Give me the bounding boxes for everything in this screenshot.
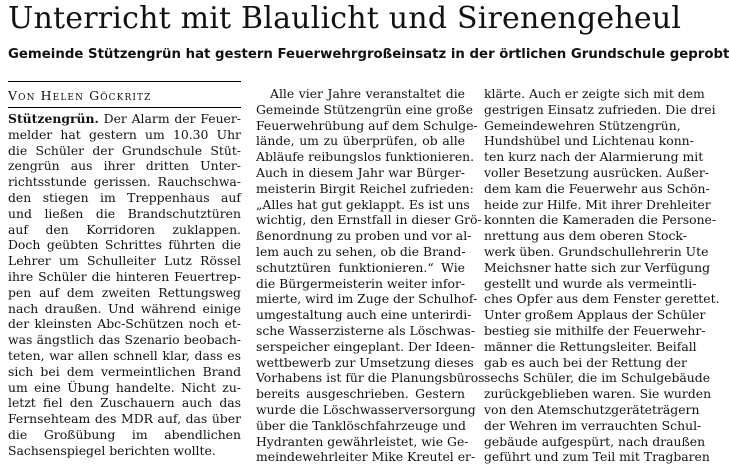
line-text: Lehrer um Schulleiter Lutz Rössel: [8, 253, 241, 269]
text-line: [8, 190, 241, 206]
text-line: [256, 244, 465, 260]
text-line: [484, 133, 694, 149]
line-text: Hundshübel und Lichtenau konn-: [484, 133, 694, 149]
text-line: [8, 143, 241, 159]
text-line: [484, 212, 717, 228]
text-line: [256, 307, 472, 323]
text-line: [256, 212, 482, 228]
line-text: dem kam die Feuerwehr aus Schön-: [484, 180, 710, 196]
line-text: letzt fiel den Zuschauern auch das: [8, 395, 241, 411]
divider: [8, 81, 241, 82]
text-line: [484, 354, 687, 371]
line-text: um eine Übung handelte. Nicht zu-: [8, 379, 241, 395]
text-line: [8, 395, 241, 411]
line-text: richtsstunde gerissen. Rauchschwa-: [8, 174, 241, 190]
line-text: Fernsehteam des MDR auf, das über: [8, 411, 241, 427]
text-line: [256, 433, 469, 450]
text-line: [484, 259, 711, 276]
text-line: [8, 316, 241, 332]
text-line: [8, 111, 241, 127]
text-line: [8, 301, 241, 317]
line-text: Auch in diesem Jahr war Bürger-: [256, 164, 465, 180]
line-text: der Wehren im verrauchten Schul-: [484, 417, 702, 433]
line-text: sich bei dem vermeintlichen Brand: [8, 363, 241, 379]
line-text: Vorhabens ist für die Planungsbüros: [256, 370, 485, 386]
text-line: [8, 206, 241, 222]
line-text: die Schüler der Grundschule Stüt-: [8, 142, 241, 158]
line-text: sche Wasserzisterne als Löschwas-: [256, 322, 476, 338]
line-text: männer die Rettungsleiter. Beifall: [484, 338, 697, 354]
text-line: [8, 332, 241, 348]
text-line: [8, 380, 241, 396]
text-line: [484, 196, 711, 213]
article-column-3: [484, 86, 720, 465]
line-text: lände, um zu überprüfen, ob alle: [256, 133, 465, 149]
text-line: [8, 427, 241, 443]
text-line: [8, 127, 241, 143]
line-text: ches Opfer aus dem Fenster gerettet.: [484, 291, 720, 307]
text-line: [8, 237, 241, 253]
text-line: [256, 386, 465, 402]
text-line: [484, 228, 687, 244]
text-line: [8, 269, 241, 285]
text-line: [484, 386, 712, 402]
text-line: [484, 101, 716, 118]
text-line: [256, 133, 465, 149]
text-line: [8, 443, 241, 459]
line-text: Meichsner hatte sich zur Verfügung: [484, 259, 711, 275]
line-text: gestellt und wurde als vermeintli-: [484, 275, 697, 291]
line-text: gab es auch bei der Rettung der: [484, 354, 687, 370]
line-text: wurde die Löschwasserversorgung: [256, 401, 476, 417]
line-text: Unter großem Applaus der Schüler: [484, 307, 706, 323]
text-line: [8, 253, 241, 269]
subheadline: Gemeinde Stützengrün hat gestern Feuerwehrgroßeinsatz in der örtlichen Grundschule geprobt: [8, 47, 729, 62]
text-line: [484, 180, 710, 197]
line-text: serspeicher eingeplant. Der Ideen-: [256, 338, 475, 354]
headline: Unterricht mit Blaulicht und Sirenengeheul: [8, 1, 682, 36]
text-line: [484, 322, 706, 339]
line-text: über die Tanklöschfahrzeuge und: [256, 417, 466, 433]
text-line: [8, 158, 241, 174]
text-line: [484, 449, 710, 465]
line-text: heide zur Hilfe. Mit ihrer Drehleiter: [484, 196, 711, 212]
line-text: Feuerwehrübung auf dem Schulge-: [256, 117, 478, 133]
text-line: [484, 86, 705, 102]
text-line: [256, 418, 465, 434]
text-line: [484, 164, 709, 181]
text-line: [484, 433, 706, 450]
line-text: teten, war allen schnell klar, dass es: [8, 347, 241, 363]
text-line: [484, 291, 720, 307]
line-text: zengrün aus ihrer dritten Unter-: [8, 158, 241, 174]
line-text: zurückgeblieben waren. Sie wurden: [484, 386, 712, 402]
text-line: [484, 118, 680, 134]
line-text: bestieg sie mithilfe der Feuerwehr-: [484, 322, 706, 338]
line-text: geführt und zum Teil mit Tragbaren: [484, 449, 710, 465]
article-column-2: [256, 86, 485, 465]
line-text: was ängstlich das Szenario beobach-: [8, 332, 241, 348]
line-text: nrettung aus dem oberen Stock-: [484, 228, 687, 244]
line-text: ten kurz nach der Alarmierung mit: [484, 149, 704, 165]
text-line: [256, 228, 472, 244]
text-line: [8, 285, 241, 301]
article-column-1: [8, 111, 241, 459]
text-line: [484, 243, 709, 260]
line-text: von den Atemschutzgeräteträgern: [484, 401, 700, 417]
line-text: nach draußen. Und während einige: [8, 300, 241, 316]
text-line: [256, 291, 478, 307]
line-text: melder hat gestern um 10.30 Uhr: [8, 126, 241, 142]
text-line: [256, 101, 473, 118]
line-text: der kleinsten Abc-Schützen noch et-: [8, 316, 241, 332]
byline-divider: [8, 107, 241, 108]
line-text: gebäude aufgespürt, nach draußen: [484, 433, 706, 449]
text-line: [484, 417, 702, 434]
line-text: konnten die Kameraden die Persone-: [484, 212, 717, 228]
text-line: [256, 86, 465, 102]
text-line: [484, 149, 704, 165]
line-text: werk üben. Grundschullehrerin Ute: [484, 243, 709, 259]
text-line: [484, 370, 711, 386]
text-line: [8, 222, 241, 238]
text-line: [256, 165, 465, 181]
text-line: [484, 338, 697, 355]
text-line: [256, 180, 474, 197]
byline: Von Helen Göckritz: [8, 88, 152, 103]
line-text: auf den Korridoren zuklappen.: [8, 221, 241, 237]
line-text: Hydranten gewährleistet, wie Ge-: [256, 433, 469, 449]
text-line: [256, 149, 475, 165]
line-text: Sachsenspiegel berichten wollte.: [8, 442, 216, 458]
text-line: [256, 449, 476, 465]
text-line: [484, 307, 706, 323]
text-line: [8, 174, 241, 190]
line-text: ihre Schüler die hinteren Feuertrep-: [8, 268, 241, 284]
text-line: [256, 117, 478, 134]
text-line: [256, 260, 465, 276]
line-text: Abläufe reibungslos funktionieren.: [256, 149, 475, 165]
text-line: [256, 354, 474, 371]
text-line: [256, 338, 475, 355]
line-text: wichtig, den Ernstfall in dieser Grö-: [256, 212, 482, 228]
text-line: [8, 364, 241, 380]
dateline: Stützengrün.: [8, 111, 99, 126]
line-text: Doch geübten Schrittes führten die: [8, 237, 241, 253]
line-text: meindewehrleiter Mike Kreutel er-: [256, 449, 476, 465]
line-text: sechs Schüler, die im Schulgebäude: [484, 370, 711, 386]
line-text: den stiegen im Treppenhaus auf: [8, 189, 241, 205]
text-line: [256, 196, 470, 213]
line-text: die Großübung im abendlichen: [8, 426, 241, 442]
text-line: [8, 348, 241, 364]
line-text: gestrigen Einsatz zufrieden. Die drei: [484, 101, 716, 117]
text-line: [484, 275, 697, 292]
line-text: voller Besetzung ausrücken. Außer-: [484, 164, 709, 180]
line-text: schutztüren funktionieren.“ Wie: [256, 259, 465, 275]
line-text: Gemeinde Stützengrün eine große: [256, 101, 473, 117]
line-text: ßenordnung zu proben und vor al-: [256, 228, 472, 244]
text-line: [256, 322, 476, 339]
line-text: umgestaltung auch eine unterirdi-: [256, 307, 472, 323]
line-text: pen auf dem zweiten Rettungsweg: [8, 284, 241, 300]
line-text: lem auch zu sehen, ob die Brand-: [256, 243, 466, 259]
text-line: [484, 401, 700, 418]
line-text: wettbewerb zur Umsetzung dieses: [256, 354, 474, 370]
line-text: klärte. Auch er zeigte sich mit dem: [484, 86, 705, 101]
line-text: Alle vier Jahre veranstaltet die: [270, 86, 465, 101]
line-text: Der Alarm der Feuer-: [98, 111, 241, 126]
text-line: [256, 276, 465, 292]
text-line: [256, 370, 485, 386]
line-text: Gemeindewehren Stützengrün,: [484, 117, 681, 133]
line-text: die Bürgermeisterin weiter infor-: [256, 275, 466, 291]
text-line: [256, 401, 476, 418]
line-text: meisterin Birgit Reichel zufrieden:: [256, 180, 474, 196]
text-line: [8, 411, 241, 427]
line-text: mierte, wird im Zuge der Schulhof-: [256, 291, 478, 307]
line-text: „Alles hat gut geklappt. Es ist uns: [256, 196, 470, 212]
line-text: bereits ausgeschrieben. Gestern: [256, 386, 465, 402]
line-text: und ließen die Brandschutztüren: [8, 205, 241, 221]
